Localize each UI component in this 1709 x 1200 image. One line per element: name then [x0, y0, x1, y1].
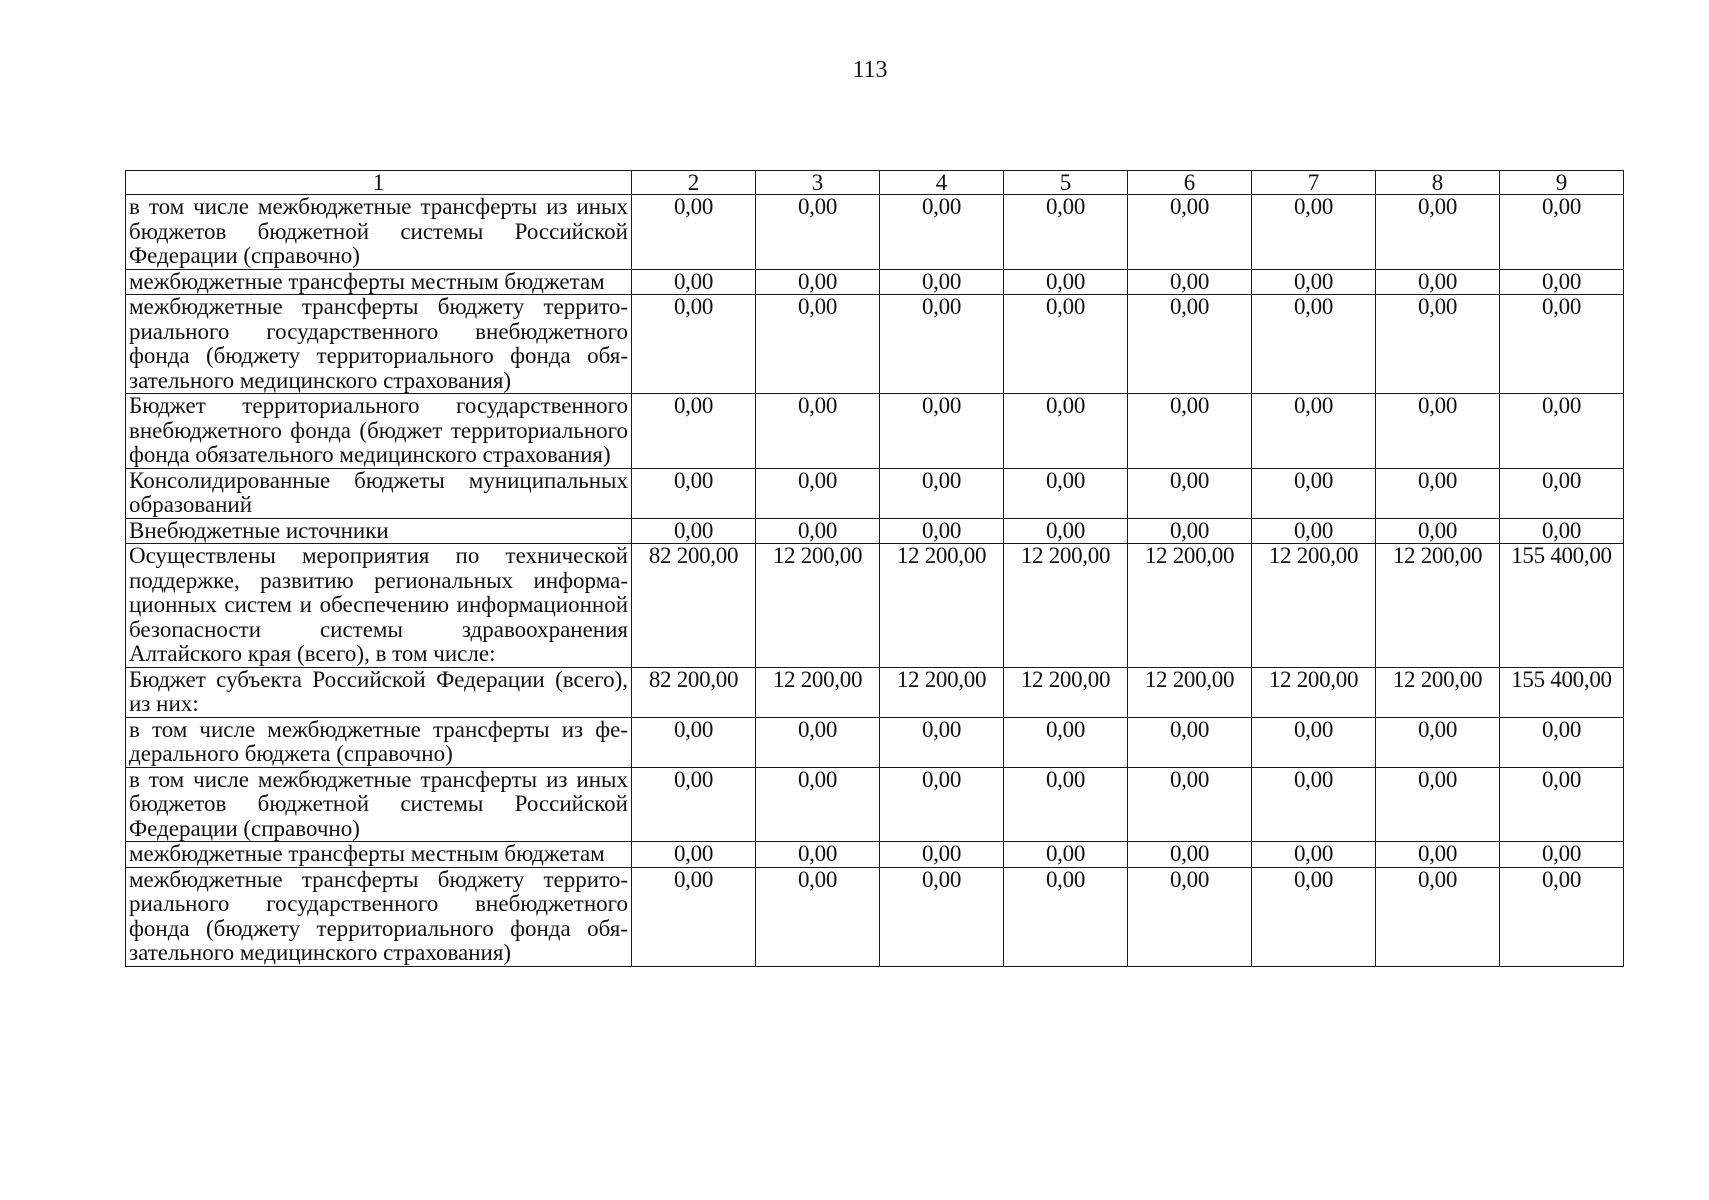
table-body	[126, 195, 1624, 967]
value-cell: 0,00	[1004, 269, 1128, 295]
value-cell: 155 400,00	[1500, 667, 1624, 717]
value-cell: 12 200,00	[1252, 544, 1376, 668]
value-cell: 0,00	[1252, 518, 1376, 544]
value-cell: 0,00	[756, 518, 880, 544]
value-cell: 0,00	[632, 518, 756, 544]
value-cell: 0,00	[880, 842, 1004, 868]
value-cell: 0,00	[1004, 295, 1128, 394]
value-cell: 12 200,00	[1128, 667, 1252, 717]
value-cell: 82 200,00	[632, 667, 756, 717]
value-cell: 0,00	[1376, 195, 1500, 270]
value-cell: 0,00	[880, 295, 1004, 394]
row-label: межбюджетные трансферты бюджету территориального государственного внебюджетного фонда (бюджету территориального фонда обязательного медицинского страхования)	[126, 295, 632, 394]
value-cell: 0,00	[1128, 842, 1252, 868]
budget-table	[125, 170, 1624, 967]
value-cell: 0,00	[1252, 295, 1376, 394]
value-cell: 0,00	[1500, 195, 1624, 270]
value-cell: 0,00	[1004, 842, 1128, 868]
table-row	[126, 867, 1624, 966]
column-number: 1	[126, 171, 632, 195]
value-cell: 0,00	[756, 195, 880, 270]
value-cell: 0,00	[1376, 394, 1500, 469]
value-cell: 0,00	[1128, 867, 1252, 966]
value-cell: 0,00	[1500, 717, 1624, 767]
value-cell: 0,00	[632, 468, 756, 518]
value-cell: 0,00	[880, 717, 1004, 767]
value-cell: 12 200,00	[1004, 544, 1128, 668]
value-cell: 0,00	[880, 394, 1004, 469]
value-cell: 0,00	[880, 269, 1004, 295]
value-cell: 0,00	[1004, 767, 1128, 842]
value-cell: 0,00	[1376, 468, 1500, 518]
value-cell: 0,00	[756, 717, 880, 767]
value-cell: 0,00	[1500, 295, 1624, 394]
value-cell: 0,00	[1376, 867, 1500, 966]
value-cell: 0,00	[1004, 195, 1128, 270]
row-label: межбюджетные трансферты местным бюджетам	[126, 842, 632, 868]
value-cell: 0,00	[1252, 195, 1376, 270]
value-cell: 0,00	[1128, 717, 1252, 767]
row-label: в том числе межбюджетные трансферты из федерального бюджета (справочно)	[126, 717, 632, 767]
row-label: Бюджет субъекта Российской Федерации (всего), из них:	[126, 667, 632, 717]
value-cell: 0,00	[632, 767, 756, 842]
value-cell: 155 400,00	[1500, 544, 1624, 668]
column-number: 4	[880, 171, 1004, 195]
value-cell: 0,00	[632, 295, 756, 394]
value-cell: 0,00	[756, 269, 880, 295]
value-cell: 0,00	[1500, 394, 1624, 469]
value-cell: 0,00	[1500, 269, 1624, 295]
value-cell: 0,00	[1252, 394, 1376, 469]
row-label: межбюджетные трансферты бюджету территориального государственного внебюджетного фонда (бюджету территориального фонда обязательного медицинского страхования)	[126, 867, 632, 966]
value-cell: 0,00	[632, 195, 756, 270]
value-cell: 12 200,00	[1252, 667, 1376, 717]
row-label: Внебюджетные источники	[126, 518, 632, 544]
value-cell: 0,00	[1376, 767, 1500, 842]
column-number: 5	[1004, 171, 1128, 195]
value-cell: 12 200,00	[1376, 544, 1500, 668]
value-cell: 0,00	[1252, 767, 1376, 842]
table-row	[126, 717, 1624, 767]
table-row	[126, 468, 1624, 518]
row-label: Осуществлены мероприятия по технической поддержке, развитию региональных информационных систем и обеспечению информационной безопасности системы здравоохранения Алтайского края (всего), в том числе:	[126, 544, 632, 668]
table-row	[126, 767, 1624, 842]
value-cell: 0,00	[1376, 518, 1500, 544]
value-cell: 12 200,00	[1376, 667, 1500, 717]
value-cell: 0,00	[880, 468, 1004, 518]
value-cell: 82 200,00	[632, 544, 756, 668]
value-cell: 0,00	[1004, 394, 1128, 469]
value-cell: 12 200,00	[756, 544, 880, 668]
value-cell: 0,00	[1500, 767, 1624, 842]
value-cell: 0,00	[1128, 269, 1252, 295]
value-cell: 0,00	[1376, 269, 1500, 295]
table-row	[126, 518, 1624, 544]
value-cell: 0,00	[880, 767, 1004, 842]
value-cell: 0,00	[632, 867, 756, 966]
value-cell: 0,00	[1004, 867, 1128, 966]
value-cell: 0,00	[1004, 468, 1128, 518]
value-cell: 0,00	[1500, 518, 1624, 544]
value-cell: 12 200,00	[1128, 544, 1252, 668]
value-cell: 0,00	[756, 867, 880, 966]
value-cell: 12 200,00	[756, 667, 880, 717]
value-cell: 0,00	[1252, 468, 1376, 518]
column-number: 7	[1252, 171, 1376, 195]
row-label: межбюджетные трансферты местным бюджетам	[126, 269, 632, 295]
value-cell: 0,00	[880, 518, 1004, 544]
row-label: Бюджет территориального государственного внебюджетного фонда (бюджет территориального фонда обязательного медицинского страхования)	[126, 394, 632, 469]
table-row	[126, 667, 1624, 717]
column-number-row	[126, 171, 1624, 195]
value-cell: 0,00	[1500, 468, 1624, 518]
value-cell: 0,00	[1004, 717, 1128, 767]
value-cell: 0,00	[880, 195, 1004, 270]
value-cell: 0,00	[756, 842, 880, 868]
value-cell: 0,00	[1500, 867, 1624, 966]
value-cell: 0,00	[632, 717, 756, 767]
column-number: 8	[1376, 171, 1500, 195]
page-number: 113	[852, 57, 888, 83]
value-cell: 0,00	[1128, 518, 1252, 544]
value-cell: 0,00	[756, 394, 880, 469]
value-cell: 0,00	[1252, 717, 1376, 767]
row-label: Консолидированные бюджеты муниципальных образований	[126, 468, 632, 518]
table-row	[126, 195, 1624, 270]
value-cell: 0,00	[756, 767, 880, 842]
column-number: 9	[1500, 171, 1624, 195]
value-cell: 0,00	[1128, 468, 1252, 518]
value-cell: 0,00	[1252, 867, 1376, 966]
table-row	[126, 394, 1624, 469]
value-cell: 12 200,00	[1004, 667, 1128, 717]
value-cell: 12 200,00	[880, 667, 1004, 717]
value-cell: 0,00	[1128, 394, 1252, 469]
table-row	[126, 295, 1624, 394]
table-row	[126, 269, 1624, 295]
value-cell: 0,00	[1376, 717, 1500, 767]
row-label: в том числе межбюджетные трансферты из иных бюджетов бюджетной системы Российской Федерации (справочно)	[126, 767, 632, 842]
value-cell: 0,00	[632, 269, 756, 295]
table-row	[126, 842, 1624, 868]
value-cell: 0,00	[880, 867, 1004, 966]
value-cell: 0,00	[1004, 518, 1128, 544]
value-cell: 0,00	[1128, 195, 1252, 270]
table-row	[126, 544, 1624, 668]
value-cell: 0,00	[756, 468, 880, 518]
value-cell: 0,00	[1376, 842, 1500, 868]
value-cell: 0,00	[1500, 842, 1624, 868]
column-number: 6	[1128, 171, 1252, 195]
value-cell: 0,00	[1376, 295, 1500, 394]
value-cell: 0,00	[632, 394, 756, 469]
value-cell: 0,00	[1128, 767, 1252, 842]
value-cell: 0,00	[1252, 842, 1376, 868]
value-cell: 0,00	[1128, 295, 1252, 394]
value-cell: 0,00	[632, 842, 756, 868]
row-label: в том числе межбюджетные трансферты из иных бюджетов бюджетной системы Российской Федерации (справочно)	[126, 195, 632, 270]
column-number: 2	[632, 171, 756, 195]
value-cell: 0,00	[756, 295, 880, 394]
value-cell: 12 200,00	[880, 544, 1004, 668]
value-cell: 0,00	[1252, 269, 1376, 295]
column-number: 3	[756, 171, 880, 195]
